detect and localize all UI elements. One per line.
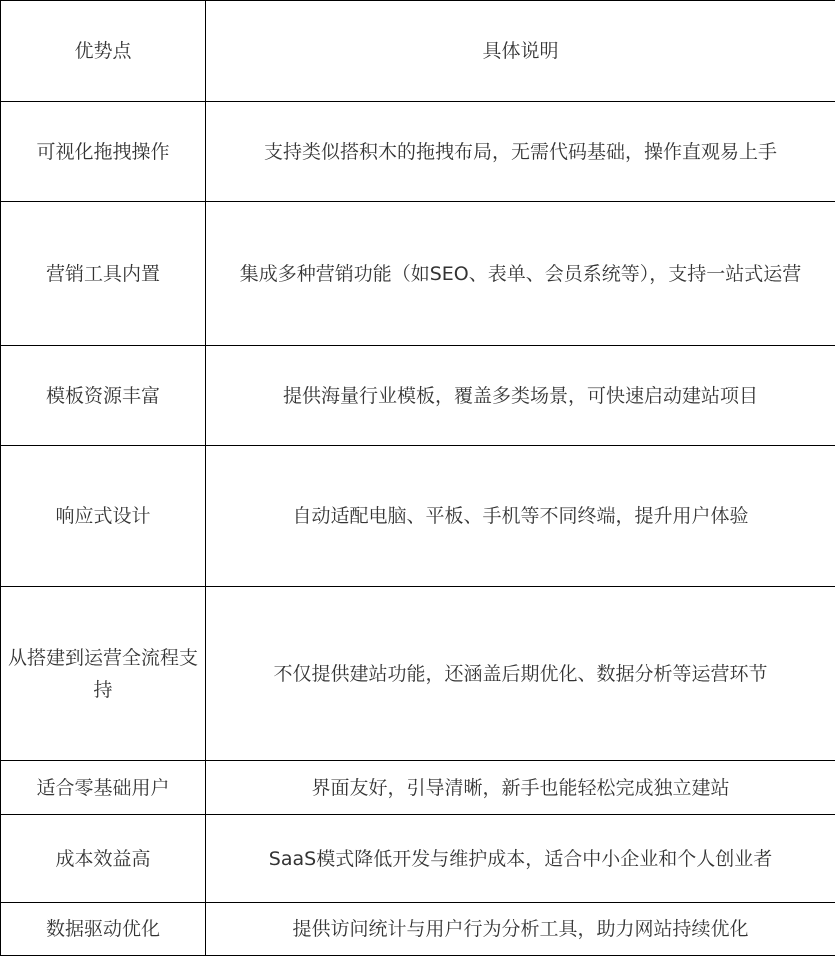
feature-cell: 数据驱动优化 [1, 903, 206, 956]
header-cell-advantage: 优势点 [1, 1, 206, 102]
feature-cell: 从搭建到运营全流程支持 [1, 587, 206, 761]
table-row [1, 761, 835, 815]
table-header-row [1, 1, 835, 102]
feature-cell: 适合零基础用户 [1, 761, 206, 815]
feature-cell: 模板资源丰富 [1, 346, 206, 446]
table-row [1, 903, 835, 956]
table-row [1, 346, 835, 446]
description-cell: 集成多种营销功能（如SEO、表单、会员系统等），支持一站式运营 [206, 202, 835, 346]
description-cell: 界面友好，引导清晰，新手也能轻松完成独立建站 [206, 761, 835, 815]
feature-cell: 可视化拖拽操作 [1, 102, 206, 202]
description-cell: 不仅提供建站功能，还涵盖后期优化、数据分析等运营环节 [206, 587, 835, 761]
table-row [1, 815, 835, 903]
feature-cell: 响应式设计 [1, 446, 206, 587]
description-cell: 提供海量行业模板，覆盖多类场景，可快速启动建站项目 [206, 346, 835, 446]
description-cell: 提供访问统计与用户行为分析工具，助力网站持续优化 [206, 903, 835, 956]
description-cell: 支持类似搭积木的拖拽布局，无需代码基础，操作直观易上手 [206, 102, 835, 202]
description-cell: 自动适配电脑、平板、手机等不同终端，提升用户体验 [206, 446, 835, 587]
table-row [1, 202, 835, 346]
description-cell: SaaS模式降低开发与维护成本，适合中小企业和个人创业者 [206, 815, 835, 903]
header-cell-description: 具体说明 [206, 1, 835, 102]
table-row [1, 446, 835, 587]
table-row [1, 587, 835, 761]
feature-cell: 成本效益高 [1, 815, 206, 903]
feature-cell: 营销工具内置 [1, 202, 206, 346]
table-row [1, 102, 835, 202]
